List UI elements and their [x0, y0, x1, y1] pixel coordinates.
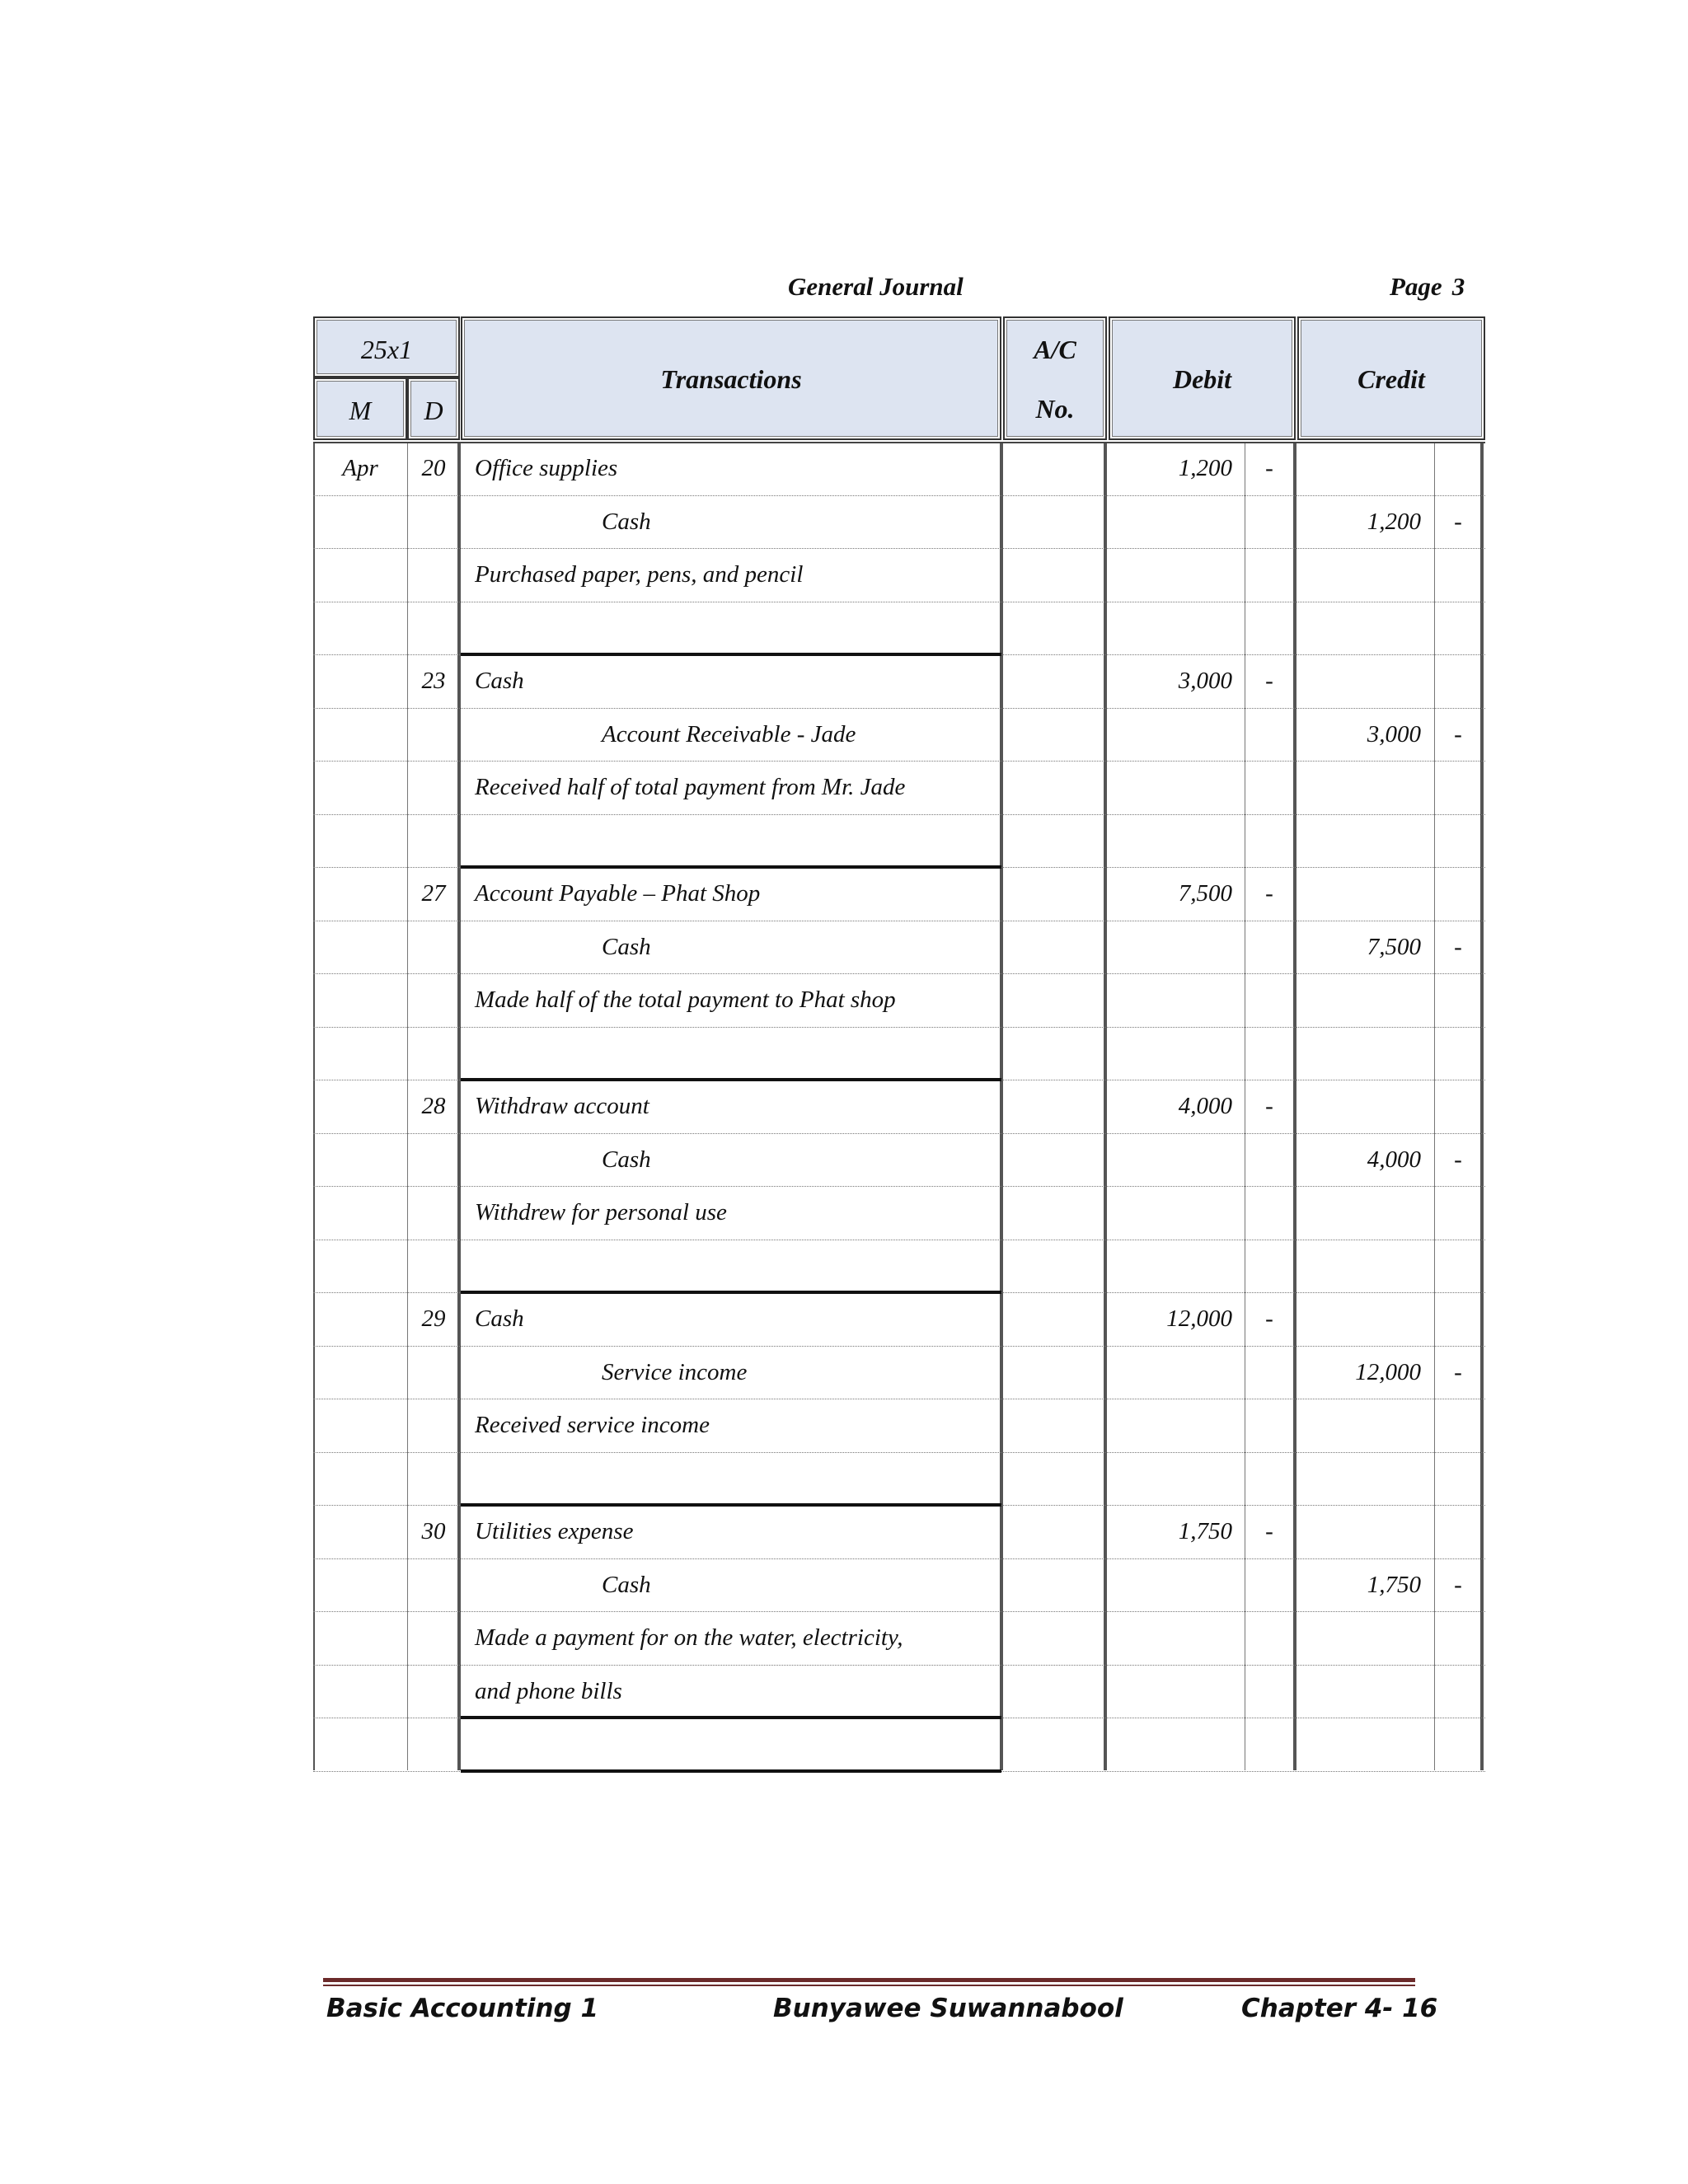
row-line [313, 814, 1485, 815]
row-debit: 7,500 [1178, 880, 1232, 907]
row-line [313, 442, 1485, 443]
row-line [313, 1452, 1485, 1453]
row-line [313, 1027, 1485, 1028]
row-credit: 12,000 [1355, 1359, 1421, 1385]
row-debit-fraction: - [1265, 1518, 1273, 1544]
row-description: Made a payment for on the water, electricity, [475, 1624, 903, 1651]
account-number-header [1003, 316, 1107, 440]
row-description: Withdraw account [475, 1093, 649, 1119]
row-credit-fraction: - [1454, 509, 1462, 535]
credit-header [1297, 316, 1485, 440]
row-debit-fraction: - [1265, 1305, 1273, 1332]
row-description: Made half of the total payment to Phat shop [475, 987, 896, 1013]
footer-center: Bunyawee Suwannabool [773, 1994, 1123, 2023]
row-line [313, 973, 1485, 974]
row-line [313, 1611, 1485, 1612]
row-debit-fraction: - [1265, 880, 1273, 907]
entry-separator [461, 1769, 1001, 1773]
row-line [313, 548, 1485, 549]
page-number [1390, 272, 1465, 302]
entry-separator [461, 1503, 1001, 1507]
ac-label-top: A/C [1034, 335, 1076, 364]
footer-rule [323, 1978, 1415, 1982]
row-description: Withdrew for personal use [475, 1199, 727, 1226]
row-day: 27 [421, 880, 446, 907]
page-label: Page [1390, 272, 1442, 301]
journal-title: General Journal [788, 272, 964, 301]
credit-label: Credit [1357, 364, 1425, 394]
row-credit-fraction: - [1454, 934, 1462, 960]
row-description: Cash [602, 509, 651, 535]
year-label: 25x1 [360, 335, 413, 364]
entry-separator [461, 865, 1001, 869]
year-header [313, 316, 460, 377]
row-line [313, 1186, 1485, 1187]
transactions-label: Transactions [660, 364, 802, 394]
footer-left: Basic Accounting 1 [326, 1994, 599, 2023]
grid-line [313, 442, 315, 1770]
row-line [313, 761, 1485, 762]
row-debit: 12,000 [1166, 1305, 1232, 1332]
month-label: M [349, 396, 372, 425]
grid-line [1104, 442, 1107, 1770]
grid-line [1480, 442, 1484, 1770]
row-credit: 1,750 [1367, 1572, 1421, 1598]
row-day: 28 [421, 1093, 446, 1119]
row-description: Cash [602, 1146, 651, 1173]
row-description: Received service income [475, 1412, 710, 1438]
grid-line [407, 442, 408, 1770]
row-day: 29 [421, 1305, 446, 1332]
row-credit: 4,000 [1367, 1146, 1421, 1173]
row-day: 30 [421, 1518, 446, 1544]
row-description: and phone bills [475, 1678, 622, 1704]
row-description: Cash [602, 1572, 651, 1598]
grid-line [1000, 442, 1003, 1770]
row-credit-fraction: - [1454, 1572, 1462, 1598]
row-credit-fraction: - [1454, 721, 1462, 748]
row-description: Purchased paper, pens, and pencil [475, 561, 804, 588]
footer-right: Chapter 4- 16 [1241, 1994, 1438, 2023]
row-description: Cash [475, 668, 524, 694]
ac-label-bottom: No. [1035, 394, 1075, 424]
month-header [313, 377, 407, 440]
row-month: Apr [342, 455, 378, 481]
row-line [313, 495, 1485, 496]
row-line [313, 1133, 1485, 1134]
day-header [407, 377, 460, 440]
row-debit-fraction: - [1265, 668, 1273, 694]
row-debit: 4,000 [1178, 1093, 1232, 1119]
row-description: Utilities expense [475, 1518, 634, 1544]
transactions-header [461, 316, 1001, 440]
debit-label: Debit [1172, 364, 1232, 394]
grid-line [1293, 442, 1296, 1770]
row-credit: 1,200 [1367, 509, 1421, 535]
row-description: Office supplies [475, 455, 618, 481]
row-credit-fraction: - [1454, 1146, 1462, 1173]
grid-line [1434, 442, 1435, 1770]
row-description: Cash [475, 1305, 524, 1332]
row-description: Received half of total payment from Mr. Jade [475, 774, 906, 800]
row-line [313, 1346, 1485, 1347]
day-label: D [424, 396, 443, 425]
entry-separator [461, 1291, 1001, 1294]
row-credit: 7,500 [1367, 934, 1421, 960]
entry-separator [461, 1716, 1001, 1719]
row-line [313, 708, 1485, 709]
row-line [313, 1665, 1485, 1666]
row-debit: 1,750 [1178, 1518, 1232, 1544]
row-credit: 3,000 [1367, 721, 1421, 748]
page-number-value: 3 [1451, 272, 1465, 301]
row-debit: 1,200 [1178, 455, 1232, 481]
row-credit-fraction: - [1454, 1359, 1462, 1385]
row-debit: 3,000 [1178, 668, 1232, 694]
row-day: 23 [421, 668, 446, 694]
row-description: Cash [602, 934, 651, 960]
row-line [313, 1558, 1485, 1559]
row-day: 20 [421, 455, 446, 481]
entry-separator [461, 1078, 1001, 1081]
debit-header [1109, 316, 1296, 440]
entry-separator [461, 653, 1001, 656]
row-description: Account Receivable - Jade [602, 721, 856, 748]
row-description: Service income [602, 1359, 748, 1385]
row-debit-fraction: - [1265, 1093, 1273, 1119]
row-description: Account Payable – Phat Shop [475, 880, 761, 907]
footer-rule-thin [323, 1985, 1415, 1986]
row-debit-fraction: - [1265, 455, 1273, 481]
